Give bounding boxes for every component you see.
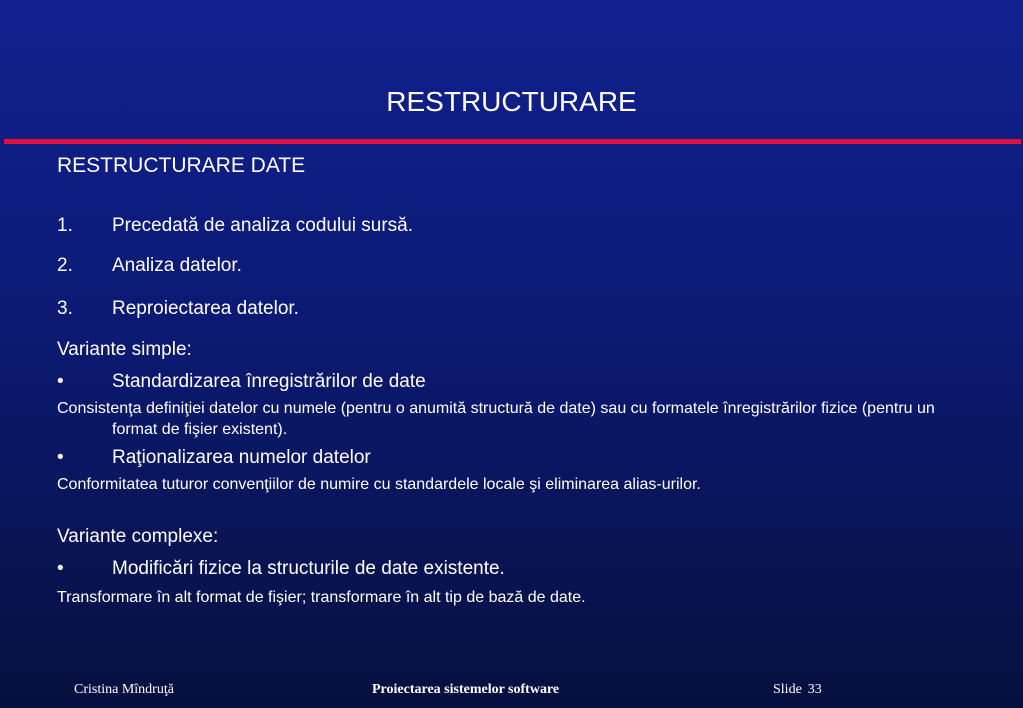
simple-variants-label: Variante simple: [57,339,192,360]
item-number: 2. [57,255,73,276]
bullet-detail: Consistenţa definiţiei datelor cu numele (pentru o anumită structură de date) sau cu formatele înregistrărilor fizice (pentru un format de fişier existent). [57,400,935,438]
footer-slide-number [773,681,822,699]
slide-number: 33 [807,682,822,697]
section-heading: RESTRUCTURARE DATE [57,154,306,177]
bullet-detail: Conformitatea tuturor convenţiilor de numire cu standardele locale şi eliminarea alias-urilor. [57,476,701,493]
slide-label: Slide [773,682,802,697]
bullet-icon: • [57,558,64,579]
bullet-item [57,557,957,581]
bullet-icon: • [57,447,64,468]
item-text: Reproiectarea datelor. [112,298,299,319]
footer-author: Cristina Mîndruţă [74,682,174,697]
item-number: 1. [57,215,73,236]
complex-variants-label: Variante complexe: [57,526,219,547]
bullet-text: Modificări fizice la structurile de date existente. [112,558,505,579]
bullet-item [57,446,957,470]
numbered-item [57,214,957,238]
bullet-text: Raţionalizarea numelor datelor [112,447,371,468]
footer-course-title: Proiectarea sistemelor software [372,682,560,697]
item-text: Precedată de analiza codului sursă. [112,215,414,236]
bullet-detail: Transformare în alt format de fişier; transformare în alt tip de bază de date. [57,589,586,606]
slide-content [57,152,957,608]
numbered-item [57,297,957,321]
bullet-item [57,370,957,394]
bullet-icon: • [57,371,64,392]
item-number: 3. [57,298,73,319]
slide-title: RESTRUCTURARE [386,86,637,117]
bullet-text: Standardizarea înregistrărilor de date [112,371,426,392]
item-text: Analiza datelor. [112,255,242,276]
numbered-item [57,254,957,278]
title-divider [4,139,1021,144]
